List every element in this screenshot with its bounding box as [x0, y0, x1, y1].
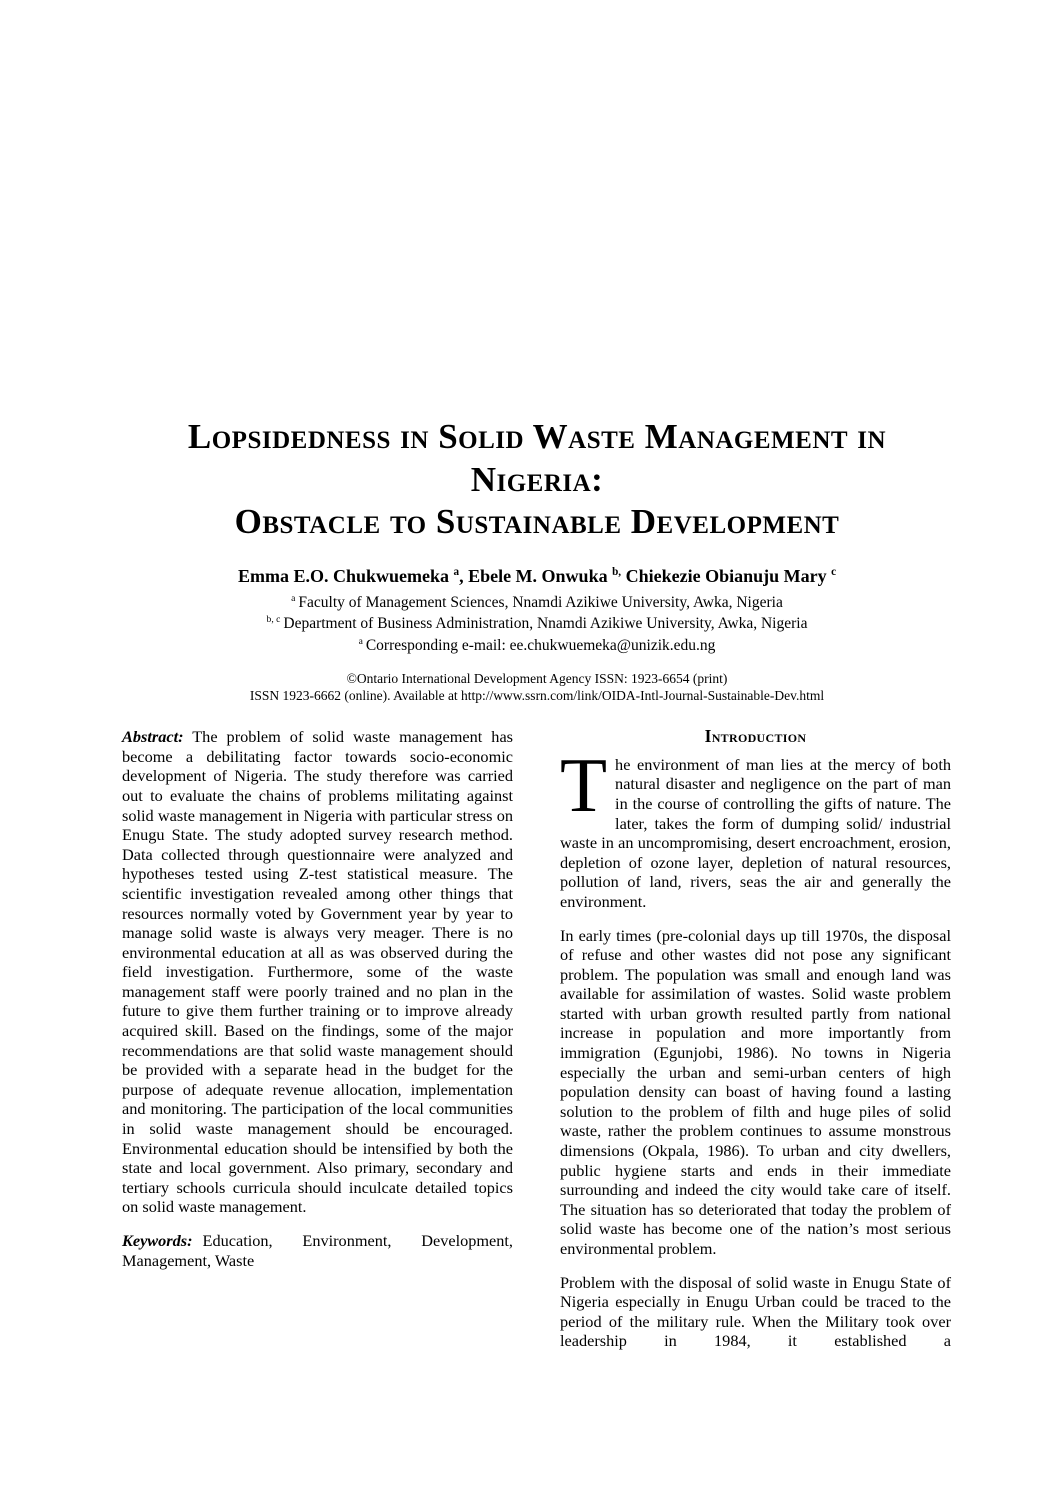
- affiliation-text: Faculty of Management Sciences, Nnamdi Azikiwe University, Awka, Nigeria: [298, 593, 783, 611]
- byline: [122, 566, 952, 588]
- intro-paragraph-1-text: he environment of man lies at the mercy of both natural disaster and negligence on the part of man in the course of controlling the gifts of nature. The later, takes the form of dumping solid/ industrial waste in an uncompromising, desert encroachment, erosion, depletion of ozone layer, depletion of natural resources, pollution of land, rivers, seas the air and generally the environment.: [560, 754, 951, 911]
- drop-cap-initial: T: [560, 741, 608, 828]
- introduction-heading: Introduction: [704, 726, 807, 747]
- affiliations-block: [122, 592, 952, 657]
- body-columns: [122, 727, 952, 1365]
- author-name: Emma E.O. Chukwuemeka: [237, 566, 449, 587]
- abstract-label: Abstract:: [122, 727, 184, 747]
- intro-paragraph-2: In early times (pre-colonial days up till 1970s, the disposal of refuse and other wastes did not pose any significant problem. The population was small and enough land was available for assimilation of wastes. Solid waste problem started with urban growth resulted partly from national increase in population and more importantly from immigration (Egunjobi, 1986). No towns in Nigeria especially the urban and semi-urban centers of high population density can boast of having found a lasting solution to the problem of filth and huge piles of solid waste, rather the problem continues to assume monstrous dimensions (Okpala, 1986). To urban and city dwellers, public hygiene starts and ends in their immediate surrounding and indeed the city would take care of itself. The situation has so deteriorated that today the problem of solid waste has become one of the nation’s most serious environmental problem.: [560, 925, 951, 1258]
- author-superscript: c: [831, 566, 837, 579]
- affiliation-text: Corresponding e-mail: ee.chukwuemeka@unizik.edu.ng: [365, 636, 716, 654]
- author-name: Chiekezie Obianuju Mary: [625, 566, 827, 587]
- page-title: [122, 416, 952, 544]
- left-column: [122, 727, 513, 1365]
- keywords-paragraph: [122, 1231, 513, 1270]
- title-line-2: Obstacle to Sustainable Development: [234, 502, 840, 542]
- intro-paragraph-3: Problem with the disposal of solid waste in Enugu State of Nigeria especially in Enugu Urban could be traced to the period of the military rule. When the Military took over leadership in 1984, it established a: [560, 1272, 951, 1351]
- affiliation-superscript: b, c: [266, 614, 281, 625]
- abstract-text: The problem of solid waste management has become a debilitating factor towards socio-economic development of Nigeria. The study therefore was carried out to evaluate the chains of problems militating against solid waste management in Nigeria with particular stress on Enugu State. The study adopted survey research method. Data collected through questionnaire were analyzed and hypotheses tested using Z-test statistical measure. The scientific investigation revealed among other things that resources normally voted by Government year by year to manage solid waste is always very meager. There is no environmental education at all as was observed during the field investigation. Furthermore, some of the waste management staff were poorly trained and no plan in the future to give them further training or to improve already acquired skill. Based on the findings, some of the major recommendations are that solid waste management should be provided with a separate head in the budget for the purpose of adequate revenue allocation, implementation and monitoring. The participation of the local communities in solid waste management should be encouraged. Environmental education should be intensified by both the state and local government. Also primary, secondary and tertiary schools curricula should inculcate detailed topics on solid waste management.: [122, 727, 514, 1217]
- affiliation-line: [122, 592, 952, 614]
- author-superscript: a: [453, 566, 460, 579]
- abstract-paragraph: [122, 727, 513, 1217]
- right-column: [560, 727, 951, 1365]
- affiliation-text: Department of Business Administration, Nnamdi Azikiwe University, Awka, Nigeria: [283, 615, 808, 633]
- imprint-line-1: ©Ontario International Development Agency ISSN: 1923-6654 (print): [346, 671, 728, 687]
- keywords-text: Education, Environment, Development, Management, Waste: [122, 1231, 513, 1270]
- keywords-label: Keywords:: [122, 1231, 193, 1250]
- intro-paragraph-1: [560, 741, 951, 912]
- affiliation-superscript: a: [358, 635, 363, 647]
- affiliation-line: [122, 635, 952, 657]
- author-superscript: b,: [612, 566, 622, 579]
- title-line-1: Lopsidedness in Solid Waste Management in Nigeria:: [187, 417, 887, 499]
- author-separator: ,: [459, 566, 469, 587]
- author-name: Ebele M. Onwuka: [468, 566, 608, 587]
- imprint-line-2: ISSN 1923-6662 (online). Available at http://www.ssrn.com/link/OIDA-Intl-Journal-Sustainable-Dev.html: [249, 688, 825, 704]
- affiliation-superscript: a: [291, 592, 296, 604]
- imprint-block: [122, 670, 952, 704]
- affiliation-line: [122, 613, 952, 635]
